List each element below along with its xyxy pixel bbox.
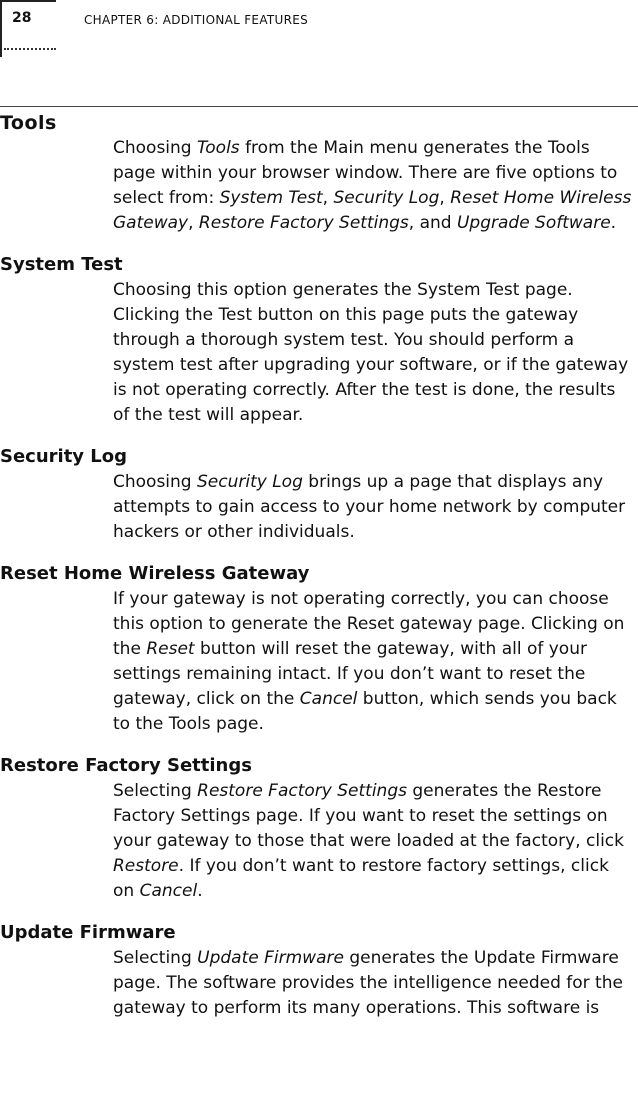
emphasized-term: Security Log bbox=[333, 188, 440, 208]
emphasized-term: Upgrade Software bbox=[456, 213, 611, 233]
section-body: Choosing this option generates the System Test page. Clicking the Test button on this page puts the gateway through a thorough system test. You should perform a system test after upgrading your software, or if the gateway is not operating correctly. After the test is done, the results of the test will appear. bbox=[113, 280, 629, 425]
section-tools bbox=[0, 110, 638, 236]
section-title: Update Firmware bbox=[0, 922, 176, 943]
emphasized-term: Cancel bbox=[139, 881, 198, 901]
emphasized-term: System Test bbox=[219, 188, 323, 208]
emphasized-term: Reset bbox=[146, 639, 195, 659]
box-top-border bbox=[0, 0, 56, 2]
emphasized-term: Tools bbox=[197, 138, 240, 158]
emphasized-term: Security Log bbox=[197, 472, 303, 492]
emphasized-term: Reset Home Wireless Gateway bbox=[113, 188, 632, 233]
emphasized-term: Restore Factory Settings bbox=[197, 781, 407, 801]
section-update-firmware bbox=[0, 920, 638, 1021]
section-body: Selecting Restore Factory Settings generates the Restore Factory Settings page. If you want to reset the settings on your gateway to those that were loaded at the factory, click Restore. If you don’t want to restore factory settings, click on Cancel. bbox=[113, 781, 624, 901]
box-left-border bbox=[0, 0, 2, 57]
section-title: Reset Home Wireless Gateway bbox=[0, 563, 310, 584]
section-title: Security Log bbox=[0, 446, 128, 467]
emphasized-term: Restore Factory Settings bbox=[198, 213, 409, 233]
header-rule bbox=[0, 106, 638, 107]
emphasized-term: Update Firmware bbox=[197, 948, 344, 968]
section-title: System Test bbox=[0, 254, 123, 275]
dotted-ornament bbox=[4, 44, 56, 50]
emphasized-term: Cancel bbox=[299, 689, 358, 709]
section-body: Choosing Tools from the Main menu generates the Tools page within your browser window. There are five options to select from: System Test, Security Log, Reset Home Wireless Gateway, Restore Factory Settings, and Upgrade Software. bbox=[113, 138, 632, 233]
section-body: Choosing Security Log brings up a page that displays any attempts to gain access to your home network by computer hackers or other individuals. bbox=[113, 472, 626, 542]
page-content bbox=[0, 110, 638, 1021]
section-system-test bbox=[0, 252, 638, 428]
section-restore-factory bbox=[0, 753, 638, 904]
running-head: CHAPTER 6: ADDITIONAL FEATURES bbox=[84, 13, 309, 27]
section-reset-gateway bbox=[0, 561, 638, 737]
section-title: Tools bbox=[0, 112, 57, 134]
emphasized-term: Restore bbox=[113, 856, 179, 876]
page-number: 28 bbox=[12, 10, 32, 26]
page-number-box bbox=[0, 0, 56, 57]
section-body: Selecting Update Firmware generates the Update Firmware page. The software provides the intelligence needed for the gateway to perform its many operations. This software is bbox=[113, 948, 623, 1018]
section-title: Restore Factory Settings bbox=[0, 755, 252, 776]
section-security-log bbox=[0, 444, 638, 545]
section-body: If your gateway is not operating correctly, you can choose this option to generate the Reset gateway page. Clicking on the Reset button will reset the gateway, with all of your settings remaining intact. If you don’t want to reset the gateway, click on the Cancel button, which sends you back to the Tools page. bbox=[113, 589, 625, 734]
